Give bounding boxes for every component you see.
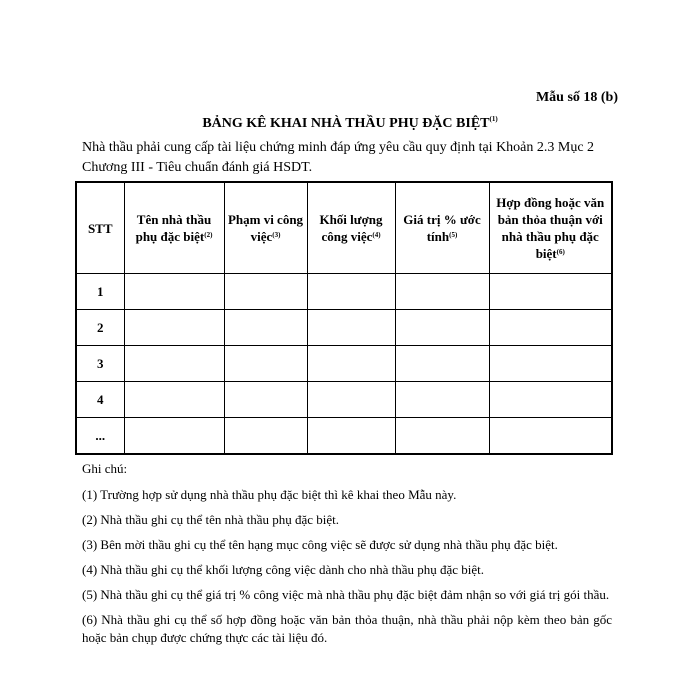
note-item: (5) Nhà thầu ghi cụ thể giá trị % công việc mà nhà thầu phụ đặc biệt đảm nhận so với giá trị gói thầu. [82,587,610,602]
document-title [0,116,700,132]
cell-stt: 3 [76,346,124,382]
note-item: (4) Nhà thầu ghi cụ thể khối lượng công việc dành cho nhà thầu phụ đặc biệt. [82,562,485,577]
cell-contract[interactable] [489,382,612,418]
cell-name[interactable] [124,310,224,346]
header-work-scope: Phạm vi công việc$^{(3)}$ [224,182,307,274]
table-row [76,382,612,418]
table-row [76,346,612,382]
cell-stt: 2 [76,310,124,346]
cell-stt: 4 [76,382,124,418]
cell-value[interactable] [395,310,489,346]
intro-paragraph [82,138,617,178]
note-item: (1) Trường hợp sử dụng nhà thầu phụ đặc biệt thì kê khai theo Mẫu này. [82,487,457,502]
cell-value[interactable] [395,382,489,418]
cell-volume[interactable] [307,346,395,382]
cell-scope[interactable] [224,418,307,455]
cell-name[interactable] [124,346,224,382]
cell-scope[interactable] [224,310,307,346]
form-code: Mẫu số 18 (b) [535,90,618,105]
cell-name[interactable] [124,382,224,418]
cell-volume[interactable] [307,274,395,310]
cell-name[interactable] [124,274,224,310]
header-subcontractor-name: Tên nhà thầu phụ đặc biệt$^{(2)}$ [124,182,224,274]
table-row [76,274,612,310]
header-contract: Hợp đồng hoặc văn bản thỏa thuận với nhà thầu phụ đặc biệt$^{(6)}$ [489,182,612,274]
table-header-row [76,182,612,274]
notes-section [82,460,612,654]
cell-name[interactable] [124,418,224,455]
cell-contract[interactable] [489,310,612,346]
note-item: (2) Nhà thầu ghi cụ thể tên nhà thầu phụ đặc biệt. [82,512,340,527]
cell-stt: ... [76,418,124,455]
intro-line: Nhà thầu phải cung cấp tài liệu chứng minh đáp ứng yêu cầu quy định tại Khoản 2.3 Mục 2 [82,140,595,155]
subcontractor-table [75,181,613,455]
cell-contract[interactable] [489,418,612,455]
intro-line: Chương III - Tiêu chuẩn đánh giá HSDT. [82,160,313,175]
cell-scope[interactable] [224,274,307,310]
cell-value[interactable] [395,346,489,382]
notes-heading: Ghi chú: [82,461,128,476]
cell-value[interactable] [395,418,489,455]
note-item: (3) Bên mời thầu ghi cụ thể tên hạng mục công việc sẽ được sử dụng nhà thầu phụ đặc biệt. [82,537,558,552]
cell-volume[interactable] [307,310,395,346]
cell-contract[interactable] [489,274,612,310]
cell-scope[interactable] [224,346,307,382]
cell-stt: 1 [76,274,124,310]
note-item: (6) Nhà thầu ghi cụ thể số hợp đồng hoặc văn bản thỏa thuận, nhà thầu phải nộp kèm theo bản gốc hoặc bản chụp được chứng thực các tài liệu đó. [82,612,612,645]
title-footnote-ref: (1) [489,115,498,123]
table-row [76,418,612,455]
document-title-text: BẢNG KÊ KHAI NHÀ THẦU PHỤ ĐẶC BIỆT [202,116,490,131]
table-row [76,310,612,346]
header-work-volume: Khối lượng công việc$^{(4)}$ [307,182,395,274]
cell-volume[interactable] [307,382,395,418]
header-stt: STT [76,182,124,274]
header-estimated-value: Giá trị % ước tính$^{(5)}$ [395,182,489,274]
cell-volume[interactable] [307,418,395,455]
cell-contract[interactable] [489,346,612,382]
cell-value[interactable] [395,274,489,310]
cell-scope[interactable] [224,382,307,418]
